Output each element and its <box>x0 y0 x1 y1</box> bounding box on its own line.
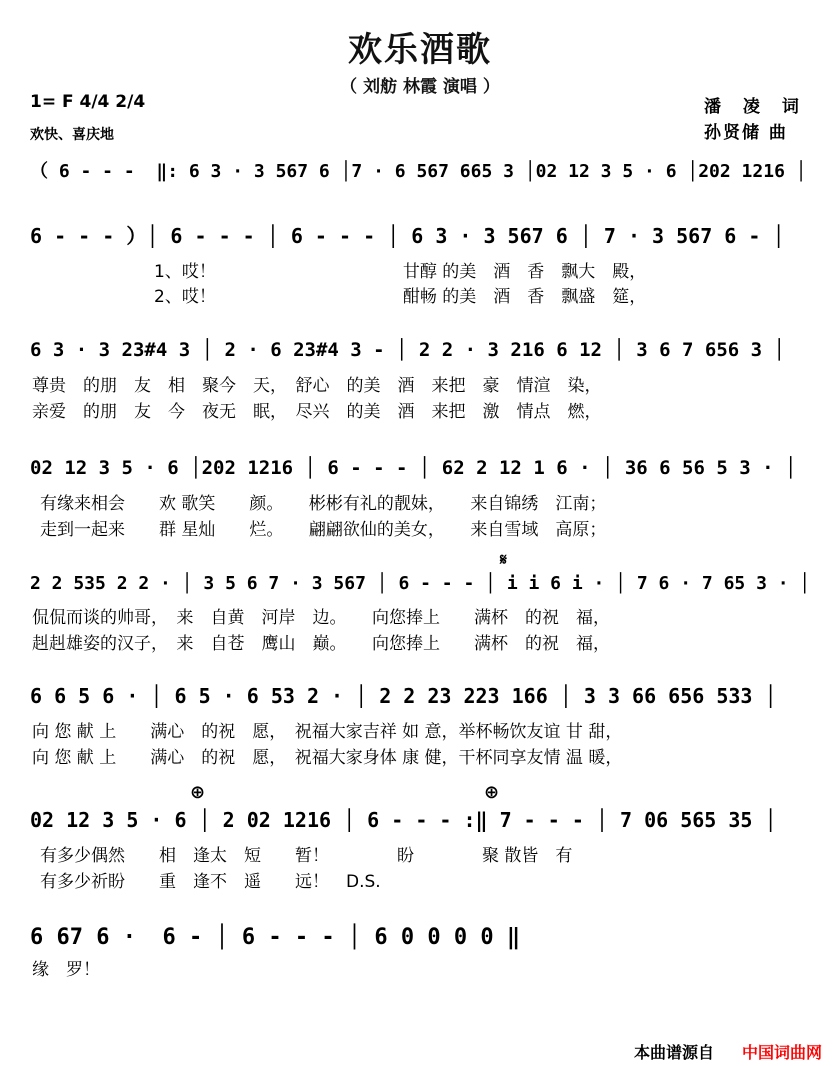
notation-line-5: 2 2 535 2 2 · │ 3 5 6 7 · 3 567 │ 6 - - - │ i i 6 i · │ 7 6 · 7 65 3 · │ <box>30 573 811 594</box>
site-name-link[interactable]: 中国词曲网 <box>742 1043 823 1062</box>
lyric-line-2b: 2、哎！ 酣畅 的美 酒 香 飘盛 筵， <box>154 287 647 307</box>
lyric-line-3b: 亲爱 的朋 友 今 夜无 眠， 尽兴 的美 酒 来把 激 情点 燃， <box>32 402 602 422</box>
lyric-line-4a: 有缘来相会 欢 歌笑 颜。 彬彬有礼的靓妹， 来自锦绣 江南； <box>40 494 607 514</box>
lyric-line-6a: 向 您 献 上 满心 的祝 愿， 祝福大家吉祥 如 意，举杯畅饮友谊 甘 甜， <box>32 722 623 742</box>
lyric-line-6b: 向 您 献 上 满心 的祝 愿， 祝福大家身体 康 健，干杯同享友情 温 暖， <box>32 748 623 768</box>
singers: （ 刘舫 林霞 演唱 ） <box>340 77 500 97</box>
composer-credit: 孙贤储 曲 <box>704 123 788 143</box>
source-label: 本曲谱源自 <box>634 1043 715 1062</box>
lyric-line-7b: 有多少祈盼 重 逢不 遥 远！ D.S. <box>40 872 381 892</box>
notation-line-1: （ 6 - - - ‖: 6 3 · 3 567 6 │7 · 6 567 665 3 │02 12 3 5 · 6 │202 1216 │ <box>30 161 807 182</box>
notation-line-8: 6 67 6 · 6 - │ 6 - - - │ 6 0 0 0 0 ‖ <box>30 925 521 950</box>
lyric-line-5b: 赳赳雄姿的汉子， 来 自苍 鹰山 巅。 向您捧上 满杯 的祝 福， <box>32 634 610 654</box>
lyric-line-3a: 尊贵 的朋 友 相 聚今 天， 舒心 的美 酒 来把 豪 情渲 染， <box>32 376 602 396</box>
lyric-line-5a: 侃侃而谈的帅哥， 来 自黄 河岸 边。 向您捧上 满杯 的祝 福， <box>32 608 610 628</box>
key-signature: 1= F 4/4 2/4 <box>30 92 146 112</box>
notation-line-2: 6 - - - ）│ 6 - - - │ 6 - - - │ 6 3 · 3 567 6 │ 7 · 3 567 6 - │ <box>30 224 785 248</box>
notation-line-7: 02 12 3 5 · 6 │ 2 02 1216 │ 6 - - - :‖ 7 - - - │ 7 06 565 35 │ <box>30 808 777 832</box>
tempo-marking: 欢快、喜庆地 <box>30 127 114 143</box>
lyricist-credit: 潘 凌 词 <box>704 97 807 117</box>
segno-sign: 𝄋 <box>500 550 507 569</box>
notation-line-3: 6 3 · 3 23#4 3 │ 2 · 6 23#4 3 - │ 2 2 · 3 216 6 12 │ 3 6 7 656 3 │ <box>30 339 785 361</box>
lyric-line-7a: 有多少偶然 相 逢太 短 暂！ 盼 聚 散皆 有 <box>40 846 573 866</box>
lyric-line-8a: 缘 罗！ <box>32 960 100 980</box>
song-title: 欢乐酒歌 <box>348 30 492 70</box>
lyric-line-2a: 1、哎！ 甘醇 的美 酒 香 飘大 殿， <box>154 262 647 282</box>
lyric-line-4b: 走到一起来 群 星灿 烂。 翩翩欲仙的美女， 来自雪域 高原； <box>40 520 607 540</box>
notation-line-4: 02 12 3 5 · 6 │202 1216 │ 6 - - - │ 62 2 12 1 6 · │ 36 6 56 5 3 · │ <box>30 457 797 479</box>
coda-sign-1: ⊕ <box>190 782 206 803</box>
coda-sign-2: ⊕ <box>484 782 500 803</box>
notation-line-6: 6 6 5 6 · │ 6 5 · 6 53 2 · │ 2 2 23 223 166 │ 3 3 66 656 533 │ <box>30 684 777 708</box>
